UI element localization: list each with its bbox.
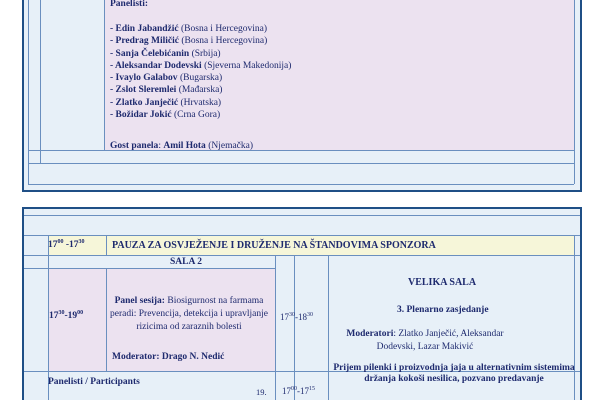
talk-time: $17^{00}-17^{15}$ [282,386,315,396]
row-number: 19. [256,387,267,397]
table-border [574,0,575,184]
table-border [106,235,107,255]
program-block-top [22,0,582,192]
table-border [28,184,574,185]
panelist-item: - Predrag Miličić (Bosna i Hercegovina) [110,36,268,47]
table-border [24,215,582,216]
hall-velika-sala: VELIKA SALA [408,277,477,288]
panelist-item: - Zslot Sleremlei (Mađarska) [110,85,223,96]
talk-title: Prijem pilenki i proizvodnja jaja u alternativnim sistemima držanja kokoši nesilica, pozvano predavanje [333,363,575,384]
table-border [328,255,329,400]
table-border [28,163,574,164]
moderator-line: Moderator: Drago N. Nedić [112,352,225,362]
plenary-session-title: 3. Plenarno zasjedanje [397,305,489,315]
guest-label: Gost panela [110,141,159,151]
panelist-item: - Edin Jabandžić (Bosna i Hercegovina) [110,24,268,34]
right-session-time: $17^{30}-18^{30}$ [280,312,313,322]
table-border [104,0,105,150]
panel-session-description: Panel sesija: Biosigurnost na farmama peradi: Prevencija, detekcija i upravljanje rizicima od zaraznih bolesti [110,296,268,332]
panelist-list [110,23,291,121]
table-border [28,0,29,184]
table-border [40,0,41,163]
moderators-line: Moderatori: Zlatko Janječić, Aleksandar Dodevski, Lazar Makivić [346,329,504,352]
table-border [24,255,582,256]
panelist-item: - Aleksandar Dodevski (Sjeverna Makedonija) [110,60,292,71]
panelists-participants-label: Panelisti / Participants [48,377,140,387]
hall-sala-2: SALA 2 [170,257,202,267]
panelist-item: - Sanja Čelebićanin (Srbija) [110,48,221,59]
table-border [24,268,275,269]
guest-country: (Njemačka) [208,141,254,151]
guest-line: Gost panela: Amil Hota (Njemačka) [110,141,254,151]
panelist-item: - Ivaylo Galabov (Bugarska) [110,73,223,84]
left-session-time: $17^{30}-19^{00}$ [49,310,84,321]
break-title: PAUZA ZA OSVJEŽENJE I DRUŽENJE NA ŠTANDOVIMA SPONZORA [112,240,436,251]
panelists-heading: Panelisti: [110,0,148,9]
table-border [294,255,295,400]
panelist-item: - Božidar Jokić (Crna Gora) [110,110,221,121]
table-border [275,255,276,400]
break-time: $17^{00}$ $-17^{30}$ [48,239,85,250]
panelist-item: - Zlatko Janječić (Hrvatska) [110,97,222,108]
guest-name: Amil Hota [163,141,206,151]
table-border [24,235,582,236]
